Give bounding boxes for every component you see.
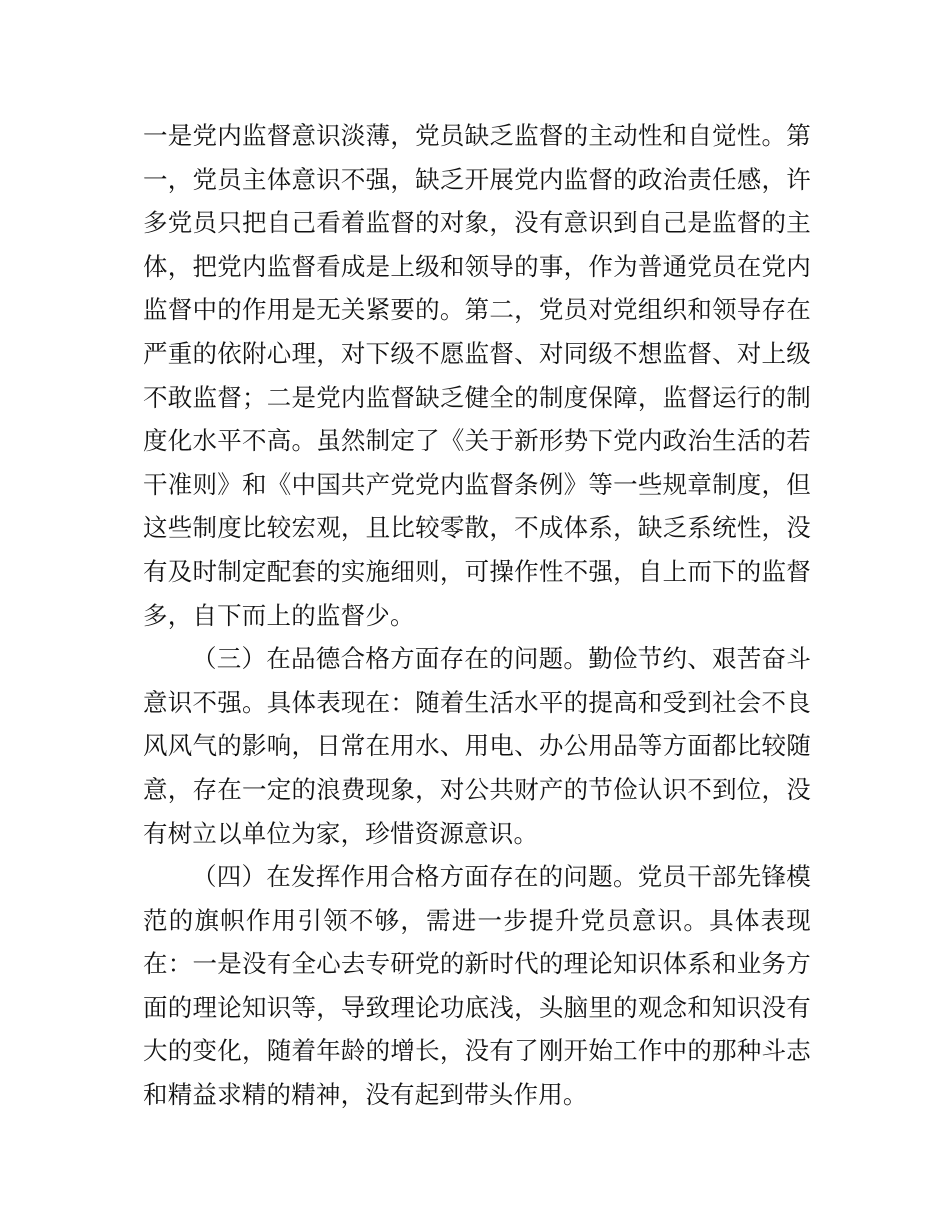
paragraph-section-four: （四）在发挥作用合格方面存在的问题。党员干部先锋模范的旗帜作用引领不够，需进一步提升党员意识。具体表现在：一是没有全心去专研党的新时代的理论知识体系和业务方面的理论知识等，导致理论功底浅，头脑里的观念和知识没有大的变化，随着年龄的增长，没有了刚开始工作中的那种斗志和精益求精的精神，没有起到带头作用。 xyxy=(143,862,811,1110)
paragraph-supervision: 一是党内监督意识淡薄，党员缺乏监督的主动性和自觉性。第一，党员主体意识不强，缺乏开展党内监督的政治责任感，许多党员只把自己看着监督的对象，没有意识到自己是监督的主体，把党内监督看成是上级和领导的事，作为普通党员在党内监督中的作用是无关紧要的。第二，党员对党组织和领导存在严重的依附心理，对下级不愿监督、对同级不想监督、对上级不敢监督；二是党内监督缺乏健全的制度保障，监督运行的制度化水平不高。虽然制定了《关于新形势下党内政治生活的若干准则》和《中国共产党党内监督条例》等一些规章制度，但这些制度比较宏观，且比较零散，不成体系，缺乏系统性，没有及时制定配套的实施细则，可操作性不强，自上而下的监督多，自下而上的监督少。 xyxy=(143,121,811,630)
document-body xyxy=(143,114,811,1117)
paragraph-section-three: （三）在品德合格方面存在的问题。勤俭节约、艰苦奋斗意识不强。具体表现在：随着生活水平的提高和受到社会不良风风气的影响，日常在用水、用电、办公用品等方面都比较随意，存在一定的浪费现象，对公共财产的节俭认识不到位，没有树立以单位为家，珍惜资源意识。 xyxy=(143,644,811,848)
